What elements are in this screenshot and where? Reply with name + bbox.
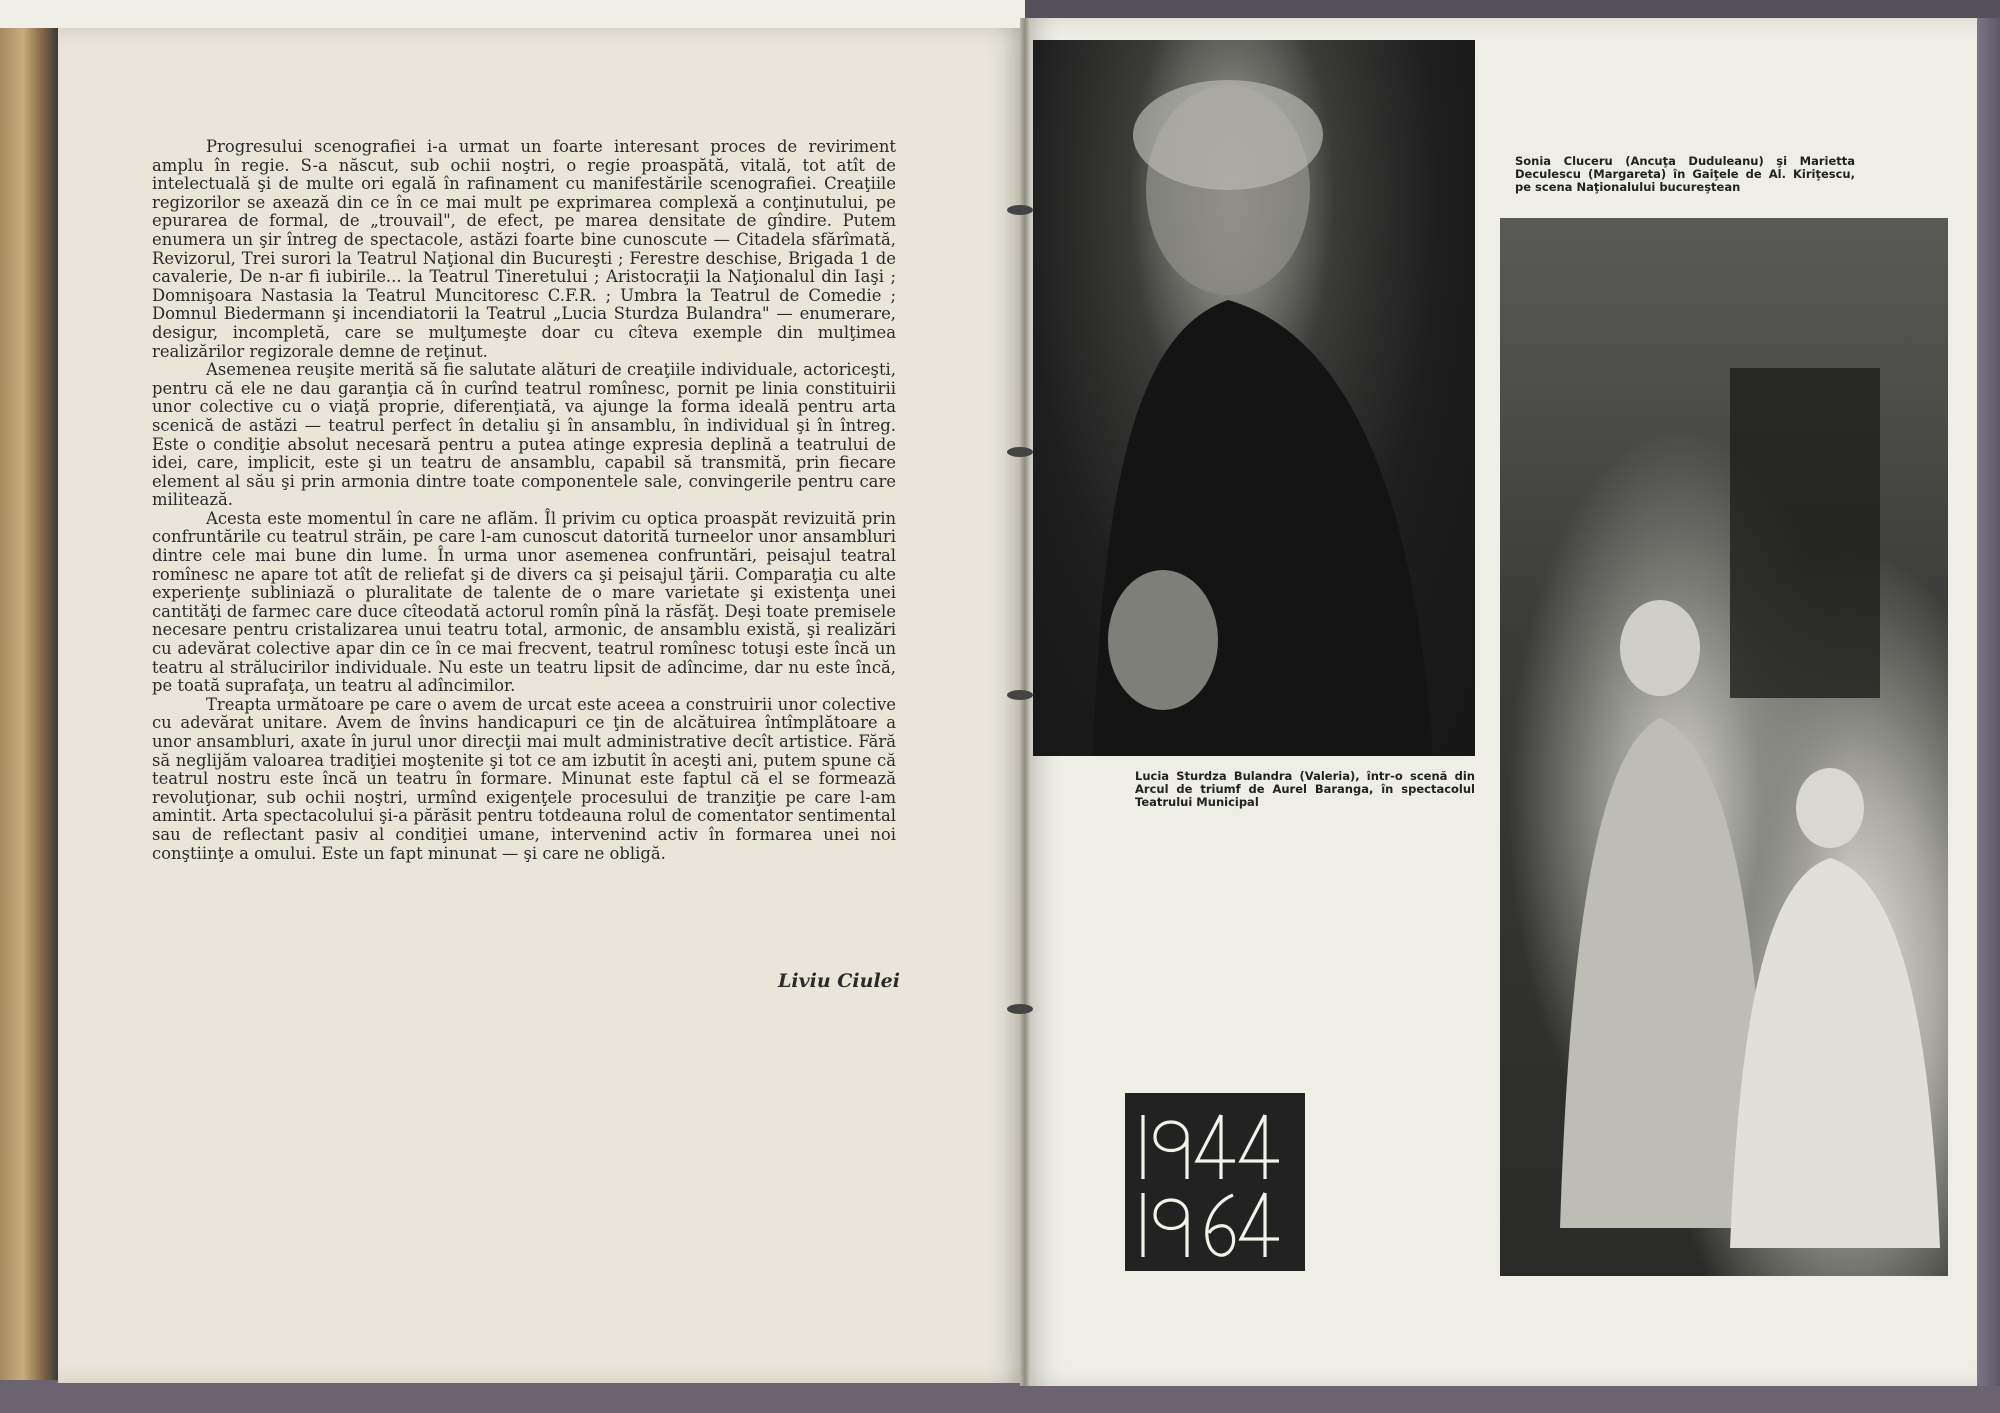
anniversary-logo [1125,1093,1305,1271]
background-top-left [0,0,1025,28]
binding-staple [1007,447,1033,457]
article-paragraph: Treapta următoare pe care o avem de urcat este aceea a construirii unor colective cu adevărat unitare. Avem de învins handicapuri ce ţin de alcătuirea întîmplătoare a unor ansambluri, axate în jurul unor direcţii mai mult administrative decît artistice. Fără să neglijăm valoarea tradiţiei moştenite şi tot ce am izbutit în aceşti ani, putem spune că teatrul nostru este încă un teatru în formare. Minunat este faptul că el se formează revoluţionar, sub ochii noştri, urmînd exigenţele procesului de tranziţie pe care l-am amintit. Arta spectacolului şi-a părăsit pentru totdeauna rolul de comentator sentimental sau de reflectant pasiv al condiţiei umane, intervenind activ în formarea unei noi conştiinţe a omului. Este un fapt minunat — şi care ne obligă. [152,694,896,863]
binding-staple [1007,205,1033,215]
year-1944-1964-logo [1125,1093,1305,1271]
article-body [152,138,896,863]
article-paragraph: Progresului scenografiei i-a urmat un foarte interesant proces de reviriment amplu în regie. S-a născut, sub ochii noştri, o regie proaspătă, vitală, tot atît de intelectuală şi de multe ori egală în rafinament cu manifestările scenografiei. Creaţiile regizorilor se axează din ce în ce mai mult pe exprimarea complexă a conţinutului, pe epurarea de formal, de „trouvail", de efect, pe marea densitate de gîndire. Putem enumera un şir întreg de spectacole, astăzi foarte bine cunoscute — Citadela sfărîmată, Revizorul, Trei surori la Teatrul Naţional din Bucureşti ; Ferestre deschise, Brigada 1 de cavalerie, De n-ar fi iubirile... la Teatrul Tineretului ; Aristocraţii la Naţionalul din Iaşi ; Domnişoara Nastasia la Teatrul Muncitoresc C.F.R. ; Umbra la Teatrul de Comedie ; Domnul Biedermann şi incendiatorii la Teatrul „Lucia Sturdza Bulandra" — enumerare, desigur, incompletă, care se mulţumeşte doar cu cîteva exemple din mulţimea realizărilor regizorale demne de reţinut. [152,137,896,361]
binding-staple [1007,1004,1033,1014]
book-cover-top [1025,0,2000,18]
stage-scene-photo [1500,218,1948,1276]
article-paragraph: Asemenea reuşite merită să fie salutate alături de creaţiile individuale, actoriceşti, pentru că ele ne dau garanţia că în curînd teatrul romînesc, pornit pe linia constituirii unor colective cu o viaţă proprie, diferenţiată, va ajunge la forma ideală pentru arta scenică de astăzi — teatrul perfect în detaliu şi în ansamblu, în individual şi în întreg. Este o condiţie absolut necesară pentru a putea atinge expresia deplină a teatrului de idei, care, implicit, este şi un teatru de ansamblu, capabil să transmită, prin fiecare element al său şi prin armonia dintre toate componentele sale, convingerile pentru care militează. [152,360,896,510]
book-cover-right-edge [1977,18,2000,1386]
portrait-caption: Lucia Sturdza Bulandra (Valeria), într-o scenă din Arcul de triumf de Aurel Baranga, în spectacolul Teatrului Municipal [1135,769,1475,809]
portrait-photo [1033,40,1475,756]
author-signature: Liviu Ciulei [778,970,900,992]
portrait-silhouette [1033,40,1475,756]
book-gutter [1020,18,1030,1386]
article-paragraph: Acesta este momentul în care ne aflăm. Îl privim cu optica proaspăt revizuită prin confruntările cu teatrul străin, pe care l-am cunoscut datorită turneelor unor ansambluri dintre cele mai bune din lume. În urma unor asemenea confruntări, peisajul teatral romînesc ne apare tot atît de reliefat şi de divers ca şi peisajul ţării. Comparaţia cu alte experienţe subliniază o pluralitate de talente de o mare varietate şi existenţa unei cantităţi de farmec care duce cîteodată actorul romîn pînă la răsfăţ. Deşi toate premisele necesare pentru cristalizarea unui teatru total, armonic, de ansamblu există, şi realizări cu adevărat colective apar din ce în ce mai frecvent, teatrul romînesc totuşi este încă un teatru al strălucirilor individuale. Nu este un teatru lipsit de adîncime, dar nu este încă, pe toată suprafaţa, un teatru al adîncimilor. [152,508,896,696]
book-spine-edge [0,28,58,1380]
scene-caption: Sonia Cluceru (Ancuţa Duduleanu) şi Marietta Deculescu (Margareta) în Gaiţele de Al. Kiriţescu, pe scena Naţionalului bucureştean [1515,154,1855,194]
binding-staple [1007,690,1033,700]
scene-silhouettes [1500,218,1948,1276]
